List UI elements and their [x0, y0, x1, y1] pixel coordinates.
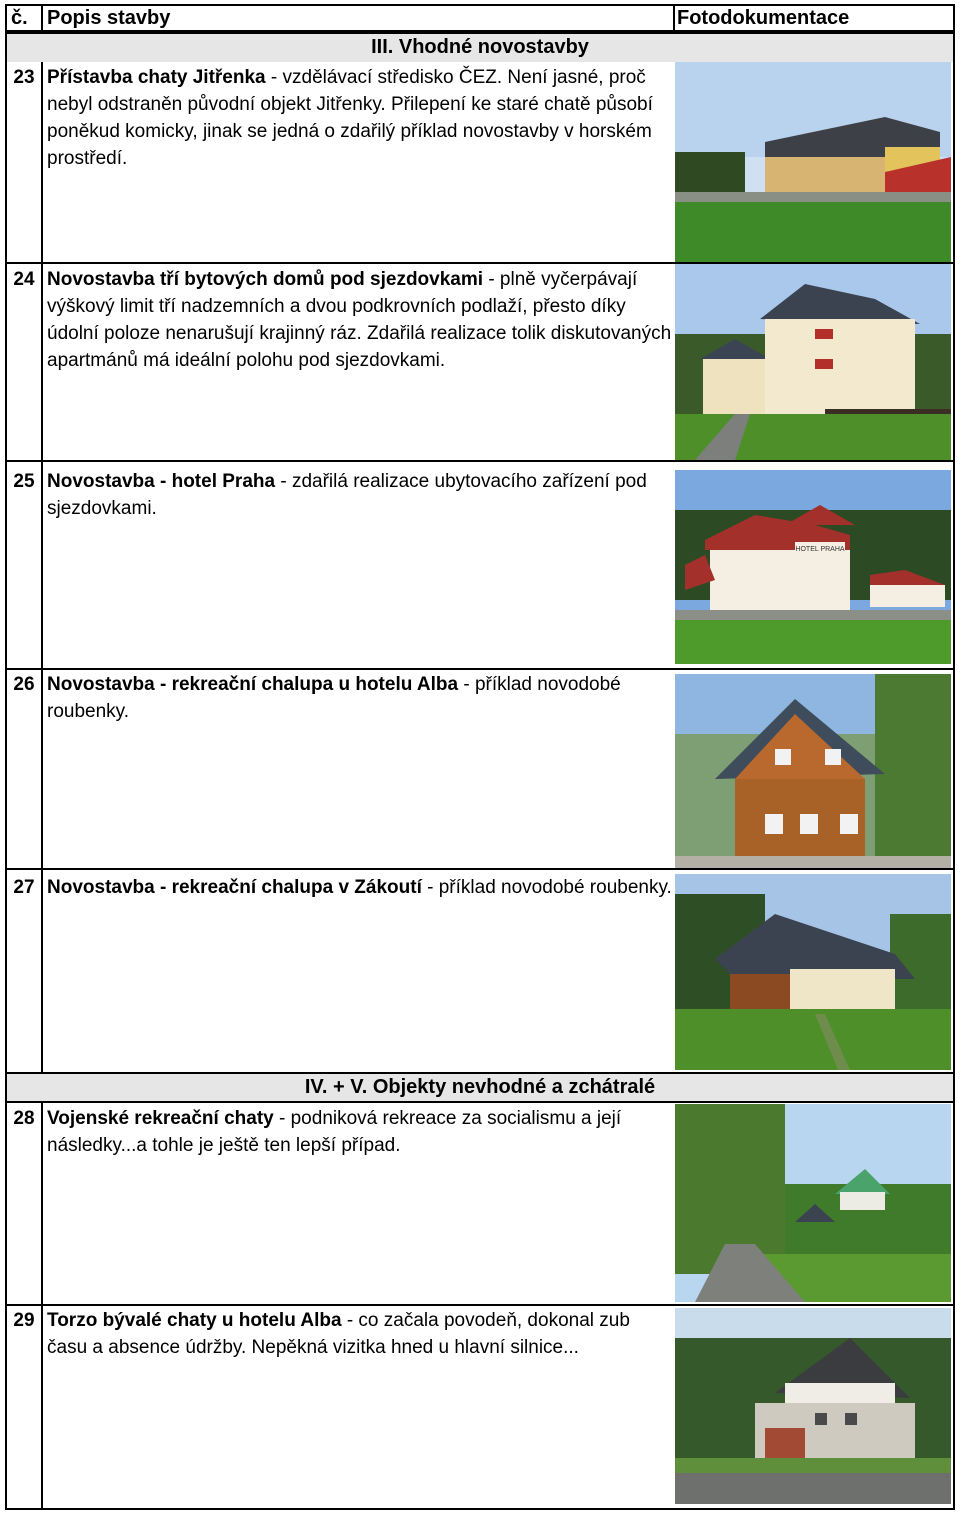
header-number: č.: [11, 7, 28, 29]
table-bottom-border: [5, 1508, 955, 1510]
row-number: 24: [13, 269, 35, 290]
row-divider: [5, 668, 955, 670]
column-divider: [41, 62, 43, 1074]
apartment-houses-photo: [675, 264, 951, 460]
row-description: [47, 468, 673, 522]
row-number: 29: [13, 1310, 35, 1331]
log-cabin-photo: [675, 674, 951, 868]
row-number: 27: [13, 877, 35, 898]
row-title: Přístavba chaty Jitřenka: [47, 67, 266, 88]
row-divider: [5, 868, 955, 870]
row-text: - příklad novodobé roubenky.: [421, 877, 672, 898]
row-title: Novostavba tří bytových domů pod sjezdovkami: [47, 269, 484, 290]
header-photo: Fotodokumentace: [677, 7, 850, 29]
row-description: [47, 1307, 673, 1361]
row-title: Novostavba - hotel Praha: [47, 471, 276, 492]
header-divider: [5, 32, 955, 34]
row-text: - podniková rekreace za socialismu a její následky...a tohle je ještě ten lepší případ.: [47, 1108, 622, 1156]
row-description: [47, 1105, 673, 1159]
chalet-photo: [675, 62, 951, 262]
column-divider: [673, 4, 675, 32]
section-title: III. Vhodné novostavby: [5, 34, 955, 62]
row-number: 23: [13, 67, 35, 88]
row-title: Vojenské rekreační chaty: [47, 1108, 274, 1129]
row-description: [47, 874, 673, 901]
military-cabins-photo: [675, 1104, 951, 1302]
table-right-border: [953, 4, 955, 1510]
table-left-border: [5, 4, 7, 1510]
column-divider: [41, 4, 43, 32]
hotel-sign: HOTEL PRAHA: [795, 546, 845, 553]
row-description: [47, 671, 673, 725]
row-number: 26: [13, 674, 35, 695]
row-divider: [5, 1101, 955, 1103]
section-title: IV. + V. Objekty nevhodné a zchátralé: [5, 1074, 955, 1101]
row-text: - zdařilá realizace ubytovacího zařízení pod sjezdovkami.: [47, 471, 647, 519]
ruined-chalet-photo: [675, 1308, 951, 1504]
row-title: Novostavba - rekreační chalupa u hotelu Alba: [47, 674, 459, 695]
header-description: Popis stavby: [47, 7, 171, 29]
row-number: 28: [13, 1108, 35, 1129]
hotel-praha-photo: [675, 470, 951, 664]
row-text: - příklad novodobé roubenky.: [47, 674, 621, 722]
row-text: - plně vyčerpávají výškový limit tří nadzemních a dvou podkrovních podlaží, přesto díky údolní poloze nenarušují krajinný ráz. Zdařilá realizace tolik diskutovaných apartmánů má ideální polohu pod sjezdovkami.: [47, 269, 672, 371]
building-table: [5, 4, 955, 1510]
row-title: Torzo bývalé chaty u hotelu Alba: [47, 1310, 342, 1331]
row-text: - co začala povodeň, dokonal zub času a absence údržby. Nepěkná vizitka hned u hlavní silnice...: [47, 1310, 630, 1358]
row-description: [47, 266, 673, 374]
table-top-border: [5, 4, 955, 6]
cottage-photo: [675, 874, 951, 1070]
row-divider: [5, 1304, 955, 1306]
row-text: - vzdělávací středisko ČEZ. Není jasné, proč nebyl odstraněn původní objekt Jitřenky. Přilepení ke staré chatě působí poněkud komicky, jinak se jedná o zdařilý příklad novostavby v horském prostředí.: [47, 67, 653, 169]
row-title: Novostavba - rekreační chalupa v Zákoutí: [47, 877, 422, 898]
row-number: 25: [13, 471, 35, 492]
row-divider: [5, 460, 955, 462]
column-divider: [41, 1101, 43, 1510]
row-description: [47, 64, 673, 172]
